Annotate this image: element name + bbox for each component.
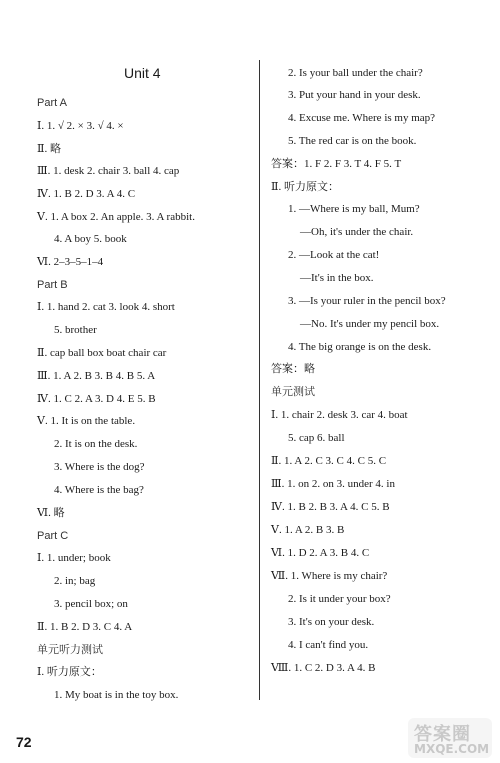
answer-line: Ⅳ. 1. C 2. A 3. D 4. E 5. B xyxy=(37,393,156,405)
answer-line: Ⅱ. 略 xyxy=(37,143,61,155)
answer-line: 2. Is it under your box? xyxy=(288,593,391,605)
answer-line: 1. —Where is my ball, Mum? xyxy=(288,203,420,215)
left-column xyxy=(0,0,258,700)
answer-line: Ⅳ. 1. B 2. B 3. A 4. C 5. B xyxy=(271,501,390,513)
answer-line: 答案：略 xyxy=(271,363,315,375)
answer-line: 3. —Is your ruler in the pencil box? xyxy=(288,295,446,307)
answer-line: 1. My boat is in the toy box. xyxy=(54,689,179,701)
answer-line: Ⅷ. 1. C 2. D 3. A 4. B xyxy=(271,662,376,674)
answer-line: 4. A boy 5. book xyxy=(54,233,127,245)
answer-line: Ⅱ. 1. B 2. D 3. C 4. A xyxy=(37,621,133,633)
part-a-heading: Part A xyxy=(37,97,67,109)
answer-line: 4. I can't find you. xyxy=(288,639,369,651)
answer-line: Ⅱ. 听力原文： xyxy=(271,181,339,193)
answer-line: —Oh, it's under the chair. xyxy=(300,226,414,238)
right-column xyxy=(262,0,500,700)
answer-line: —It's in the box. xyxy=(300,272,374,284)
answer-line: Ⅰ. 1. hand 2. cat 3. look 4. short xyxy=(37,301,175,313)
answer-line: Ⅲ. 1. A 2. B 3. B 4. B 5. A xyxy=(37,370,156,382)
answer-line: 4. Where is the bag? xyxy=(54,484,144,496)
page-number: 72 xyxy=(16,734,32,750)
answer-line: Ⅲ. 1. desk 2. chair 3. ball 4. cap xyxy=(37,165,180,177)
watermark-url: MXQE.COM xyxy=(414,742,490,756)
answer-line: Ⅱ. 1. A 2. C 3. C 4. C 5. C xyxy=(271,455,387,467)
answer-line: 2. in; bag xyxy=(54,575,96,587)
answer-line: Ⅰ. 1. √ 2. × 3. √ 4. × xyxy=(37,120,124,132)
answer-line: Ⅴ. 1. A box 2. An apple. 3. A rabbit. xyxy=(37,211,195,223)
answer-line: Ⅴ. 1. It is on the table. xyxy=(37,415,136,427)
answer-line: Ⅳ. 1. B 2. D 3. A 4. C xyxy=(37,188,136,200)
answer-line: Ⅰ. 1. under; book xyxy=(37,552,111,564)
part-c-heading: Part C xyxy=(37,530,69,542)
answer-line: Ⅵ. 略 xyxy=(37,507,65,519)
answer-line: Ⅱ. cap ball box boat chair car xyxy=(37,347,167,359)
answer-line: Ⅵ. 2–3–5–1–4 xyxy=(37,256,104,268)
answer-line: 3. Where is the dog? xyxy=(54,461,145,473)
answer-line: 4. The big orange is on the desk. xyxy=(288,341,432,353)
answer-line: 5. brother xyxy=(54,324,97,336)
answer-line: 3. It's on your desk. xyxy=(288,616,375,628)
answer-line: Ⅴ. 1. A 2. B 3. B xyxy=(271,524,345,536)
unit-test-heading: 单元测试 xyxy=(271,386,315,398)
answer-line: 答案：1. F 2. F 3. T 4. F 5. T xyxy=(271,158,402,170)
answer-line: 5. The red car is on the book. xyxy=(288,135,417,147)
answer-line: Ⅲ. 1. on 2. on 3. under 4. in xyxy=(271,478,395,490)
part-b-heading: Part B xyxy=(37,279,68,291)
answer-line: 4. Excuse me. Where is my map? xyxy=(288,112,436,124)
watermark-logo: 答案圈 xyxy=(414,724,471,745)
answer-line: 3. Put your hand in your desk. xyxy=(288,89,421,101)
answer-line: Ⅰ. 1. chair 2. desk 3. car 4. boat xyxy=(271,409,408,421)
answer-line: Ⅰ. 听力原文： xyxy=(37,666,102,678)
answer-line: 2. Is your ball under the chair? xyxy=(288,67,423,79)
answer-line: 5. cap 6. ball xyxy=(288,432,345,444)
answer-line: —No. It's under my pencil box. xyxy=(300,318,440,330)
unit-title: Unit 4 xyxy=(124,65,161,81)
answer-line: 3. pencil box; on xyxy=(54,598,128,610)
answer-line: 2. —Look at the cat! xyxy=(288,249,380,261)
answer-line: Ⅵ. 1. D 2. A 3. B 4. C xyxy=(271,547,370,559)
answer-line: 2. It is on the desk. xyxy=(54,438,138,450)
column-divider xyxy=(259,60,260,700)
answer-line: Ⅶ. 1. Where is my chair? xyxy=(271,570,388,582)
unit-listening-test-heading: 单元听力测试 xyxy=(37,644,103,656)
